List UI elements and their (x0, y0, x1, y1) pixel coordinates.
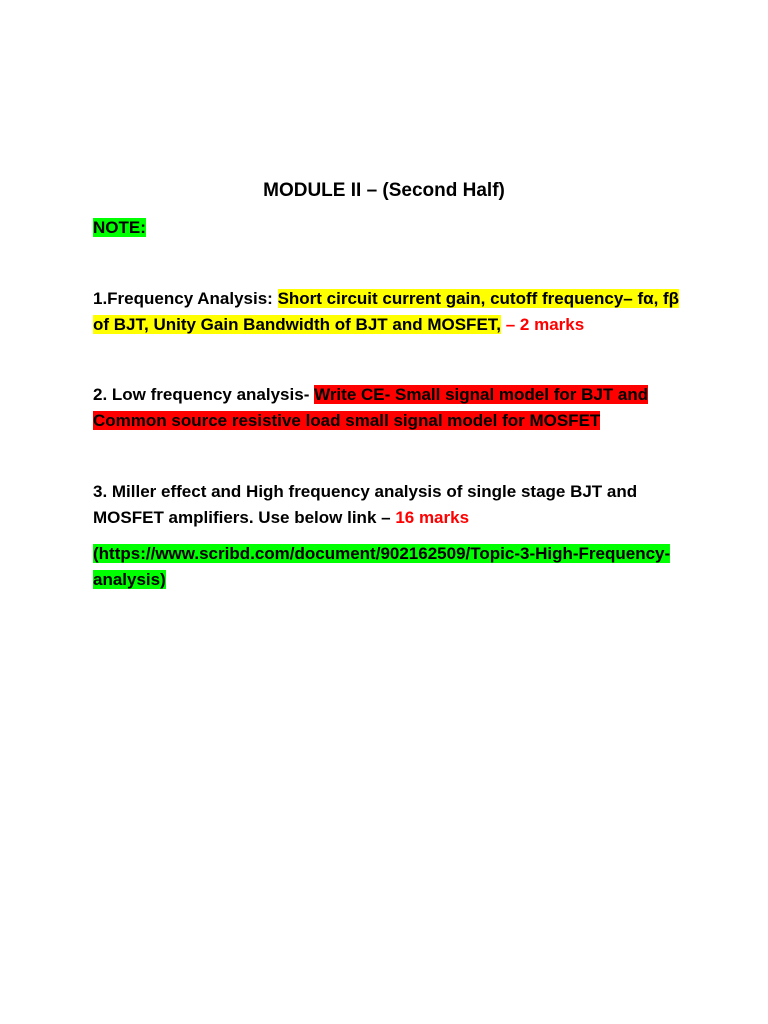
note-paragraph (93, 215, 683, 241)
item-1-paragraph (93, 286, 683, 337)
link-paragraph (93, 541, 683, 592)
page-title: MODULE II – (Second Half) (263, 180, 505, 201)
item-1-highlight: Short circuit current gain, cutoff frequency– fα, fβ of BJT, Unity Gain Bandwidth of BJT and MOSFET, (93, 289, 680, 334)
item-2-paragraph (93, 382, 683, 433)
item-3-marks: 16 marks (395, 507, 470, 527)
item-2-highlight: Write CE- Small signal model for BJT and Common source resistive load small signal model for MOSFET (93, 385, 649, 430)
reference-link[interactable]: (https://www.scribd.com/document/902162509/Topic-3-High-Frequency-analysis) (93, 544, 671, 589)
item-3-lead: 3. Miller effect and High frequency analysis of single stage BJT and MOSFET amplifiers. Use below link – (93, 482, 638, 527)
item-2-lead: 2. Low frequency analysis- (93, 385, 315, 404)
item-1-lead: 1.Frequency Analysis: (93, 289, 278, 308)
item-3-paragraph (93, 479, 683, 530)
item-1-marks: – 2 marks (501, 314, 585, 334)
note-label: NOTE: (93, 218, 146, 237)
